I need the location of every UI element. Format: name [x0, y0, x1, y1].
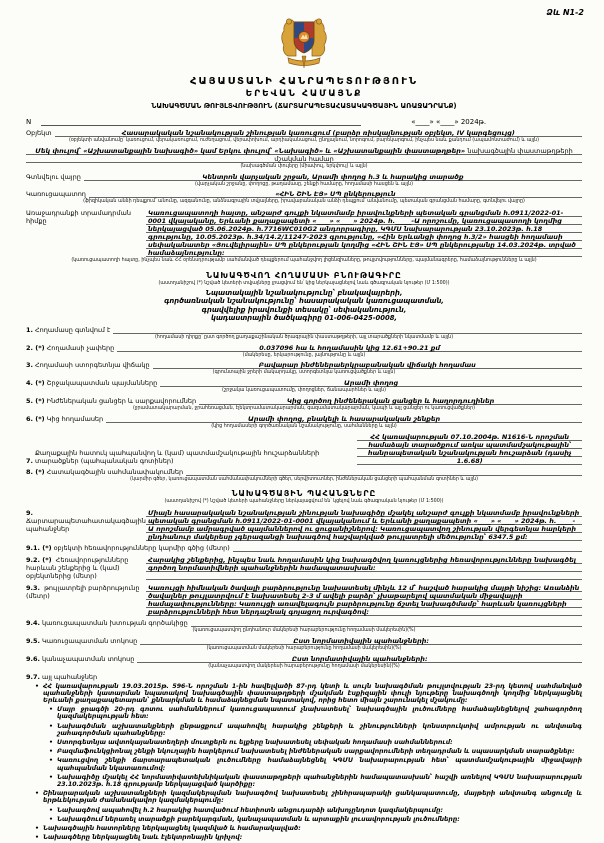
- date-blank: «____» «____» 2024թ.: [411, 118, 487, 126]
- item9-3-value: Կառույցի հիմնական ծավալի բարձրությունը նախատեսել մինչև 12 մ՝ հաշված հարակից մայթի նիշից: Առանձին ծավալներ թույլատրվում է նախատեսել 2-3 մ ավելի բարձր՝ չխաթարելով պատմական միջավայրի համաչափությունները: Կառույցի առավելագույն բարձրությունը ճշտել նախագծմամբ՝ հարևան կառույցների բարձրությունների հետ ներդաշնակ գոյացող ուրվագծով:: [146, 584, 582, 616]
- developer-label: Կառուցապատող: [26, 190, 86, 199]
- requirement-bullet-text: Շինարարական աշխատանքների կազմակերպման նախագծով նախատեսել շինհրապարակի ցանկապատումը, մայթերի անվտանգ անցումը և երթևեկության ժամանակավոր կազմակերպումը:: [43, 790, 582, 805]
- requirement-bullet-text: Նախագիծը մշակել ՀՀ նորմատիվատեխնիկական փաստաթղթերի պահանջներին համապատասխան՝ հաշվի առնելով ԿԳՄՍ նախարարության 23.10.2023թ. հ.18 գրությամբ ներկայացված կարծիքը:: [57, 773, 582, 788]
- location-caption: (վարչական շրջանը, փողոցը, թաղամասը, շենքի համարը, հողամասի հասցեն և այլն): [195, 181, 413, 187]
- land-item-number: 2. (*): [26, 343, 45, 352]
- item9-2-number: 9.2. (*): [26, 556, 52, 565]
- land-item-label: Ինժեներական ցանցեր և սարքավորումներ: [46, 396, 197, 405]
- requirement-bullet-text: Նախագծում ներառել տարածքի բարեկարգման, կանաչապատման և արտաքին լուսավորության լուծումները:: [57, 815, 460, 823]
- land-item-number: 7.: [26, 456, 33, 465]
- item9-4-label: կառուցապատման խտության գործակիցը: [41, 619, 188, 628]
- land-item-number: 4. (*): [26, 379, 45, 388]
- requirement-bullet: [48, 807, 582, 814]
- item9-4-row: [26, 619, 582, 627]
- land-summary-line: գործառնական նշանակությունը՝ հասարակական կառուցապատման,: [164, 297, 444, 306]
- community-title: ԵՐԵՎԱՆ ՀԱՄԱՅՆՔ: [245, 89, 363, 99]
- item9-number: 9.: [26, 509, 33, 518]
- land-item-value: 0.037096 հա և հողամասին կից 12.61+90.21 քմ: [117, 344, 582, 352]
- document-title: ՆԱԽԱԳԾՄԱՆ ԹՈՒՅԼՏՎՈՒԹՅՈՒՆ (ՃԱՐՏԱՐԱՊԵՏԱՀԱՏԱԿԱԳԾԱՅԻՆ ԱՌԱՋԱԴՐԱՆՔ): [151, 102, 457, 110]
- land-item-row: [26, 344, 582, 352]
- item9-1-row: [26, 544, 582, 552]
- land-item-number: 8. (*): [26, 467, 45, 476]
- item9-1-value: [233, 544, 582, 552]
- stages-row: [26, 147, 582, 163]
- land-item-caption: (ջրամատակարարման, ջրահեռացման, էլեկտրամատակարարման, գազամատակարարման, կապի և այլ ցանցեր ու կառուցվածքներ): [132, 405, 476, 411]
- land-item-value: Բավարար ինժեներաերկրաբանական վիճակի հողամաս: [153, 361, 582, 369]
- requirement-bullet-text: Բազմաֆունկցիոնալ շենքի նկուղային հարկերում նախատեսել ինժեներական սարքավորումների տեղադրման և սպասարկման տարածքներ:: [57, 748, 575, 756]
- land-item-row: [26, 361, 582, 369]
- land-section-caption: (աստղանիշով (*) նշված կետերի տվյալները լրացվում են՝ կից ներկայացնելով նաև գծագրական նյութեր (Մ 1:500)): [158, 280, 450, 286]
- item9-3-label-col: [26, 584, 146, 616]
- item9-3-label: թույլատրելի բարձրությունը (մետր): [26, 584, 140, 601]
- land-item-label: Կից հողամասեր: [46, 414, 104, 423]
- item9-3-number: 9.3.: [26, 584, 40, 593]
- basis-label: Առաջադրանքի տրամադրման հիմքը: [26, 209, 131, 226]
- item9-6-value: Ըստ նորմատիվային պահանջների:: [137, 655, 582, 663]
- item9-1-number: 9.1. (*): [26, 544, 52, 553]
- design-section-caption: (աստղանիշով (*) նշված կետերի պահանջները ներկայացվում են՝ կցելով նաև գծագրական նյութեր (Մ 1:500)): [164, 499, 444, 505]
- object-caption: (օբյեկտի անվանումը՝ կառուցում, վերակառուցում, ուժեղացում, վերափոխում, արդիականացում, ընդլայնում, նորոգում, բարեկարգում, ինչպես նաև քանդում (ապամոնտաժում) և այլն): [69, 138, 539, 143]
- developer-caption: (ֆիզիկական անձի դեպքում՝ անունը, ազգանունը, անձնագրային տվյալները, իրավաբանական անձի դեպքում՝ անվանումը, պետական գրանցման համարը, գտնվելու վայրը): [83, 199, 525, 205]
- land-item: [26, 468, 582, 483]
- land-item-label: Քաղաքային հատուկ պահպանվող և (կամ) պատմամշակութային հուշարձանների տարածքներ (պահպանական գոտիներ): [35, 448, 320, 465]
- land-summary-line: Նպատակային նշանակությունը՝ բնակավայրերի,: [205, 288, 403, 297]
- land-item-number: 6. (*): [26, 414, 45, 423]
- item9-label: Ճարտարապետահատակագծային պահանջներ: [26, 517, 146, 534]
- land-item-row: [26, 468, 582, 476]
- land-item-row: [26, 415, 582, 423]
- land-item: [26, 344, 582, 359]
- requirement-bullet: [48, 774, 582, 788]
- land-item-label: Հողամասի չափերը: [46, 343, 115, 352]
- requirement-bullet-text: ՀՀ կառավարության 19.03.2015թ. 596-Ն որոշման 1-ին հավելվածի 87-րդ կետի և սույն նախագծման թույլտվության 23-րդ կետով սահմանված պահանջների կատարման նպատակով նախագծային փաստաթղթերի մշակման էսքիզային փուլի նյութերը նախագծողի կողմից ներկայացնել Երևանի քաղաքապետարան՝ քննարկման և համաձայնեցման նպատակով, որից հետո միայն շարունակել մշակումը:: [43, 682, 582, 704]
- basis-value: Կառուցապատողի հայտը, անշարժ գույքի նկատմամբ իրավունքների պետական գրանցման հ.0911/2022-01-0001 վկայականը, Երևանի քաղաքապետի «____» «____» 2024թ. հ._____-Ա որոշումը, կառուցապատողի կողմից ներկայացված 05.06.2024թ. հ.7716WC010G2 անդորրագիրը, ԿԳՄՍ նախարարության 23.10.2023թ. հ.18 գրությունը, 10.05.2023թ. հ.34/14.2/11247-2023 գրությունը, «Հին Երևանցի փողոց հ.3/2» հասցեի հողամասի սեփականատեր «Յուվելիրային» ՍՊ ընկերության կողմից «ՀԻՆ ՇԻՆ ԷՅ» ՍՊ ընկերությանը 14.03.2024թ. տրված համաձայնությունը:: [146, 209, 582, 257]
- requirement-bullet-text: Նախագծման աշխատանքների ընթացքում ապահովել հարակից շենքերի և շինությունների կոնստրուկտիվ ամրության ու անվտանգ շահագործման պահանջները:: [57, 722, 582, 737]
- item9-row: [26, 509, 582, 541]
- requirement-bullet: [48, 816, 582, 823]
- item9-5-value: Ըստ նորմատիվային պահանջների:: [140, 637, 582, 645]
- item9-7-label: այլ պահանջներ: [41, 672, 98, 681]
- item9-5-label: Կառուցապատման տոկոսը: [41, 636, 138, 645]
- land-item-number: 5. (*): [26, 396, 45, 405]
- land-item-label: Հողամասը գտնվում է: [35, 325, 111, 334]
- land-item: [26, 379, 582, 394]
- stages-value-line: [26, 147, 582, 163]
- land-item-row: [26, 326, 582, 334]
- object-label: Օբյեկտ: [26, 129, 52, 137]
- item9-label-col: [26, 509, 146, 541]
- land-item-value: Կից գործող ինժեներական ցանցեր և հաղորդուղիներ: [199, 397, 582, 405]
- requirement-bullet: [48, 706, 582, 720]
- item9-6-label: կանաչապատման տոկոսը: [41, 654, 135, 663]
- item9-1-label: օբյեկտի հեռավորությունները կարմիր գծից (մետր): [53, 544, 230, 553]
- location-row: [26, 173, 582, 181]
- object-row: [26, 129, 582, 137]
- item9-2-label: Հեռավորությունները հարևան շենքերից և (կամ) օբյեկտներից (մետր): [26, 556, 129, 581]
- number-row: [26, 117, 582, 126]
- item9-5-caption: (կառուցապատման մակերեսի հարաբերությունը հողամասի մակերեսին)(%): [206, 645, 402, 651]
- land-item-caption: (հողամասի դիրքը՝ ըստ գործող քաղաքաշինական ծրագրային փաստաթղթերի, այլ տարածքների նկատմամբ և այլն): [154, 334, 454, 340]
- requirement-bullet: [48, 757, 582, 771]
- item9-4-number: 9.4.: [26, 619, 40, 628]
- requirement-bullet-text: Մայր ջրագծի 20-րդ գոտու սահմաններում կառուցապատում չնախատեսել՝ նախագծային լուծումները համաձայնեցնելով շահագործող կազմակերպության հետ:: [57, 706, 582, 721]
- location-label: Գտնվելու վայրը: [26, 172, 81, 181]
- land-item: [26, 397, 582, 412]
- number-blank-line: [41, 117, 361, 126]
- land-section-title: ՆԱԽԱԳԾՎՈՂ ՀՈՂԱՄԱՍԻ ԲՆՈՒԹԱԳԻՐԸ: [206, 270, 402, 280]
- location-value: Կենտրոն վարչական շրջան, Արամի փողոց հ.3 և հարակից տարածք: [84, 173, 582, 181]
- item9-6-number: 9.6.: [26, 654, 40, 663]
- item9-2-value: Հարակից շենքերից, ինչպես նաև հողամասին կից նախագծվող կառույցներից հեռավորությունները նախագծել գործող նորմատիվների պահանջներին համապատասխան:: [146, 556, 582, 580]
- developer-value: «ՀԻՆ ՇԻՆ ԷՅ» ՍՊ ընկերություն: [89, 190, 582, 198]
- coat-of-arms: [26, 14, 582, 72]
- basis-row: [26, 209, 582, 257]
- design-section-title: ՆԱԽԱԳԾԱՅԻՆ ՊԱՀԱՆՋՆԵՐԸ: [231, 489, 377, 499]
- requirement-bullet: [34, 683, 582, 705]
- land-summary: [26, 289, 582, 323]
- republic-title: ՀԱՅԱՍՏԱՆԻ ՀԱՆՐԱՊԵՏՈՒԹՅՈՒՆ: [189, 76, 419, 87]
- developer-row: [26, 190, 582, 198]
- requirement-bullet-text: Կառուցվող շենքի ճարտարապետական լուծումները համաձայնեցնել ԿԳՄՍ նախարարության հետ՝ պատմամշակութային միջավայրի պահպանման նկատառումով:: [57, 757, 582, 772]
- land-item-number: 3.: [26, 361, 33, 370]
- land-item: [26, 361, 582, 376]
- item9-value: Միայն հասարակական նշանակության շինության նախագիծը մշակել անշարժ գույքի նկատմամբ իրավունքների պետական գրանցման հ.0911/2022-01-0001 վկայականում և Երևանի քաղաքապետի «____» «____» 2024թ. հ._____-Ա որոշմամբ ամրագրված պայմաններով ու ցուցանիշներով: Կառուցապատվող շինության վերգետնյա հարկերի ընդհանուր մակերեսը չգերազանցի նախագծով հաշվարկված թույլատրելի մեծությունը՝ 6347.5 քմ:: [146, 509, 582, 541]
- land-summary-line: կադաստրային ծածկագիրը 01-006-0425-0008,: [210, 314, 398, 323]
- land-item-caption: (կից հողամասերի գործառնական նշանակությունը, սահմանները և այլն): [211, 423, 397, 429]
- land-item-caption: (կարմիր գծեր, կառուցապատման սահմանափակումների գծեր, սերվիտուտներ, ինժեներական ցանցերի պահպանման գոտիներ և այլն): [129, 476, 478, 482]
- land-item-number: 1.: [26, 325, 33, 334]
- item9-3-row: [26, 584, 582, 616]
- item9-7-number: 9.7.: [26, 672, 40, 681]
- number-label: N: [26, 118, 32, 126]
- land-item-value: Արամի փողոց: [160, 379, 582, 387]
- requirement-bullet: [48, 723, 582, 737]
- object-value: Հասարակական նշանակության շինության կառուցում (բարձր ռիսկայնության օբյեկտ, IV կարգեցույց): [55, 129, 582, 137]
- land-item-caption: (գրունտային ջրերի մակարդակը, ստորգետնյա կառուցվածքներ և այլն): [212, 370, 396, 376]
- land-item-label: Հատակագծային սահմանափակումներ: [46, 467, 184, 476]
- land-item-value: [186, 468, 582, 476]
- requirement-bullet-text: Նախագծերը ներկայացնել նաև էլեկտրոնային կրիչով:: [43, 834, 243, 842]
- item9-2-row: [26, 556, 582, 580]
- requirement-bullet-text: Ստորգետնյա ավտոկայանատեղերի մուտքերն ու ելքերը նախատեսել սեփական հողամասի սահմաններում:: [57, 738, 453, 746]
- land-summary-line: գրավվելիք իրավունքի տեսակը՝ սեփականություն,: [201, 305, 407, 314]
- requirement-bullet-text: Նախագծով ապահովել հ.2 հարակից հատվածում հետիոտն անցուդարձի անխոչընդոտ կազմակերպումը:: [57, 806, 443, 814]
- land-item-row: [26, 433, 582, 465]
- land-item: [26, 415, 582, 430]
- land-item-row: [26, 397, 582, 405]
- requirement-bullet: [34, 834, 582, 841]
- item9-2-label-col: [26, 556, 146, 580]
- stages-caption: (նախագծման փուլերը (միափուլ, երկփուլ) և այլն): [240, 163, 368, 169]
- land-item-caption: (շրջակա կառուցապատումը, փողոցներ, ճանապարհներ և այլն): [222, 388, 386, 394]
- form-code: Ձև N1-2: [546, 8, 584, 17]
- item9-4-value: [191, 619, 582, 627]
- stages-value: Մեկ փուլով՝ «Աշխատանքային նախագիծ» կամ Երկու փուլով՝ «Նախագիծ» և «Աշխատանքային փաստաթղթեր»: [35, 146, 466, 155]
- item9-6-caption: (կանաչապատվող մակերեսի հարաբերությունը հողամասի մակերեսին)(%): [208, 663, 400, 669]
- item9-4-caption: (կառուցապատվող ընդհանուր մակերեսի հարաբերությունը հողամասի մակերեսին)(%): [192, 628, 416, 634]
- land-item-row: [26, 379, 582, 387]
- requirement-bullet-text: Նախագծային հատորները ներկայացնել կազմված և համարակալված:: [43, 825, 301, 832]
- land-items: [26, 326, 582, 483]
- other-requirements-list: [26, 683, 582, 842]
- requirement-bullet: [34, 825, 582, 832]
- land-item-value: [113, 326, 582, 334]
- land-item-value: Արամի փողոց, բնակելի և հասարակական շենքեր: [106, 415, 582, 423]
- item9-6-row: [26, 655, 582, 663]
- land-item: [26, 326, 582, 341]
- item9-7-row: [26, 673, 582, 681]
- requirement-bullet: [48, 748, 582, 755]
- item9-5-row: [26, 637, 582, 645]
- basis-caption: (կառուցապատողի հայտը, ինչպես նաև ՀՀ օրենսդրությամբ սահմանված դեպքերում պահանջվող լիցենզիաները, թույլտվությունները, պայմանագրերը, համաձայնությունները և այլն): [71, 258, 537, 264]
- requirement-bullet: [48, 739, 582, 746]
- stages-tail: նախագծային փաստաթղթերի մշակման համար: [274, 146, 573, 163]
- armenia-coat-of-arms-icon: [276, 14, 332, 72]
- land-item-value: ՀՀ կառավարության 07.10.2004թ. N1616-Ն որոշման համաձայն տարածքում առկա պատմամշակութային՝ հանրապետական նշանակության հուշարձան (դասիչ 1.6.68): [357, 433, 582, 465]
- requirement-bullet: [34, 790, 582, 804]
- land-item-label: Հողամասի ստորգետնյա վիճակը: [35, 361, 150, 370]
- land-item: [26, 433, 582, 465]
- land-item-label: Շրջակապատման պայմանները: [46, 379, 158, 388]
- item9-5-number: 9.5.: [26, 636, 40, 645]
- land-item-caption: (մակերեսը, երկարությունը, լայնությունը և այլն): [242, 352, 366, 358]
